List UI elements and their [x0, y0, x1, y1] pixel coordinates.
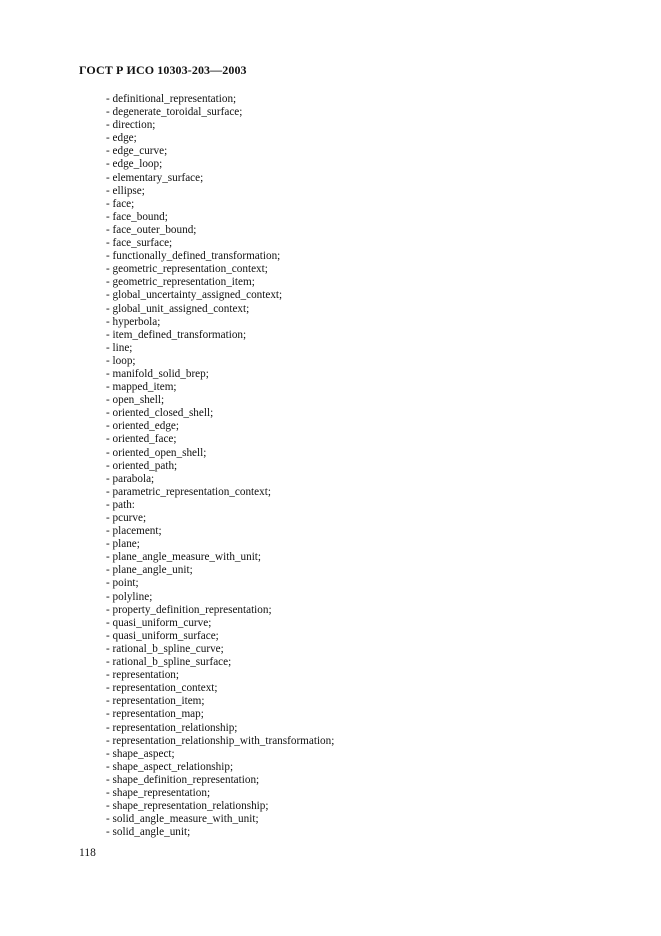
list-item: - point;	[106, 577, 139, 590]
list-item: - line;	[106, 341, 133, 354]
list-item: - face_outer_bound;	[106, 223, 197, 236]
list-item: - representation_map;	[106, 708, 204, 721]
list-item: - face_bound;	[106, 210, 168, 223]
list-item: - geometric_representation_context;	[106, 263, 268, 276]
list-item: - shape_definition_representation;	[106, 773, 260, 786]
list-item: - representation_relationship;	[106, 721, 238, 734]
list-item: - plane_angle_unit;	[106, 564, 193, 577]
list-item: - oriented_open_shell;	[106, 446, 207, 459]
list-item: - geometric_representation_item;	[106, 276, 255, 289]
list-item: - oriented_edge;	[106, 420, 179, 433]
list-item: - representation_relationship_with_transformation;	[106, 734, 335, 747]
list-item: - oriented_face;	[106, 433, 177, 446]
list-item: - oriented_closed_shell;	[106, 407, 214, 420]
list-item: - edge_loop;	[106, 158, 163, 171]
list-item: - face_surface;	[106, 237, 173, 250]
list-item: - ellipse;	[106, 184, 145, 197]
list-item: - pcurve;	[106, 512, 147, 524]
list-item: - plane_angle_measure_with_unit;	[106, 551, 262, 564]
list-item: - plane;	[106, 538, 140, 551]
list-item: - global_unit_assigned_context;	[106, 302, 250, 315]
list-item: - polyline;	[106, 590, 153, 603]
list-item: - hyperbola;	[106, 315, 161, 328]
list-item: - representation;	[106, 669, 179, 682]
list-item: - edge;	[106, 132, 137, 145]
list-item: - solid_angle_unit;	[106, 826, 191, 839]
list-item: - placement;	[106, 525, 162, 538]
list-item: - face;	[106, 197, 135, 210]
list-item: - functionally_defined_transformation;	[106, 250, 281, 263]
entity-list	[106, 93, 334, 839]
page-number: 118	[79, 847, 96, 859]
list-item: - representation_item;	[106, 695, 205, 708]
list-item: - open_shell;	[106, 394, 165, 407]
list-item: - elementary_surface;	[106, 171, 204, 184]
list-item: - property_definition_representation;	[106, 603, 272, 616]
list-item: - rational_b_spline_curve;	[106, 642, 224, 655]
list-item: - global_uncertainty_assigned_context;	[106, 289, 283, 302]
list-item: - item_defined_transformation;	[106, 328, 247, 341]
list-item: - path:	[106, 498, 135, 511]
list-item: - solid_angle_measure_with_unit;	[106, 813, 259, 826]
list-item: - quasi_uniform_curve;	[106, 616, 212, 629]
list-item: - shape_representation_relationship;	[106, 800, 269, 813]
list-item: - manifold_solid_brep;	[106, 367, 209, 380]
list-item: - degenerate_toroidal_surface;	[106, 106, 243, 119]
list-item: - parametric_representation_context;	[106, 485, 271, 498]
list-item: - parabola;	[106, 472, 155, 485]
list-item: - shape_aspect;	[106, 747, 175, 760]
list-item: - shape_aspect_relationship;	[106, 760, 234, 773]
list-item: - oriented_path;	[106, 459, 178, 472]
list-item: - quasi_uniform_surface;	[106, 629, 219, 642]
list-item: - shape_representation;	[106, 786, 211, 799]
list-item: - rational_b_spline_surface;	[106, 656, 232, 669]
page-header: ГОСТ Р ИСО 10303-203—2003	[79, 63, 247, 77]
list-item: - definitional_representation;	[106, 93, 237, 105]
list-item: - representation_context;	[106, 682, 218, 695]
list-item: - direction;	[106, 119, 156, 132]
list-item: - loop;	[106, 354, 136, 367]
list-item: - mapped_item;	[106, 381, 177, 394]
list-item: - edge_curve;	[106, 145, 168, 158]
